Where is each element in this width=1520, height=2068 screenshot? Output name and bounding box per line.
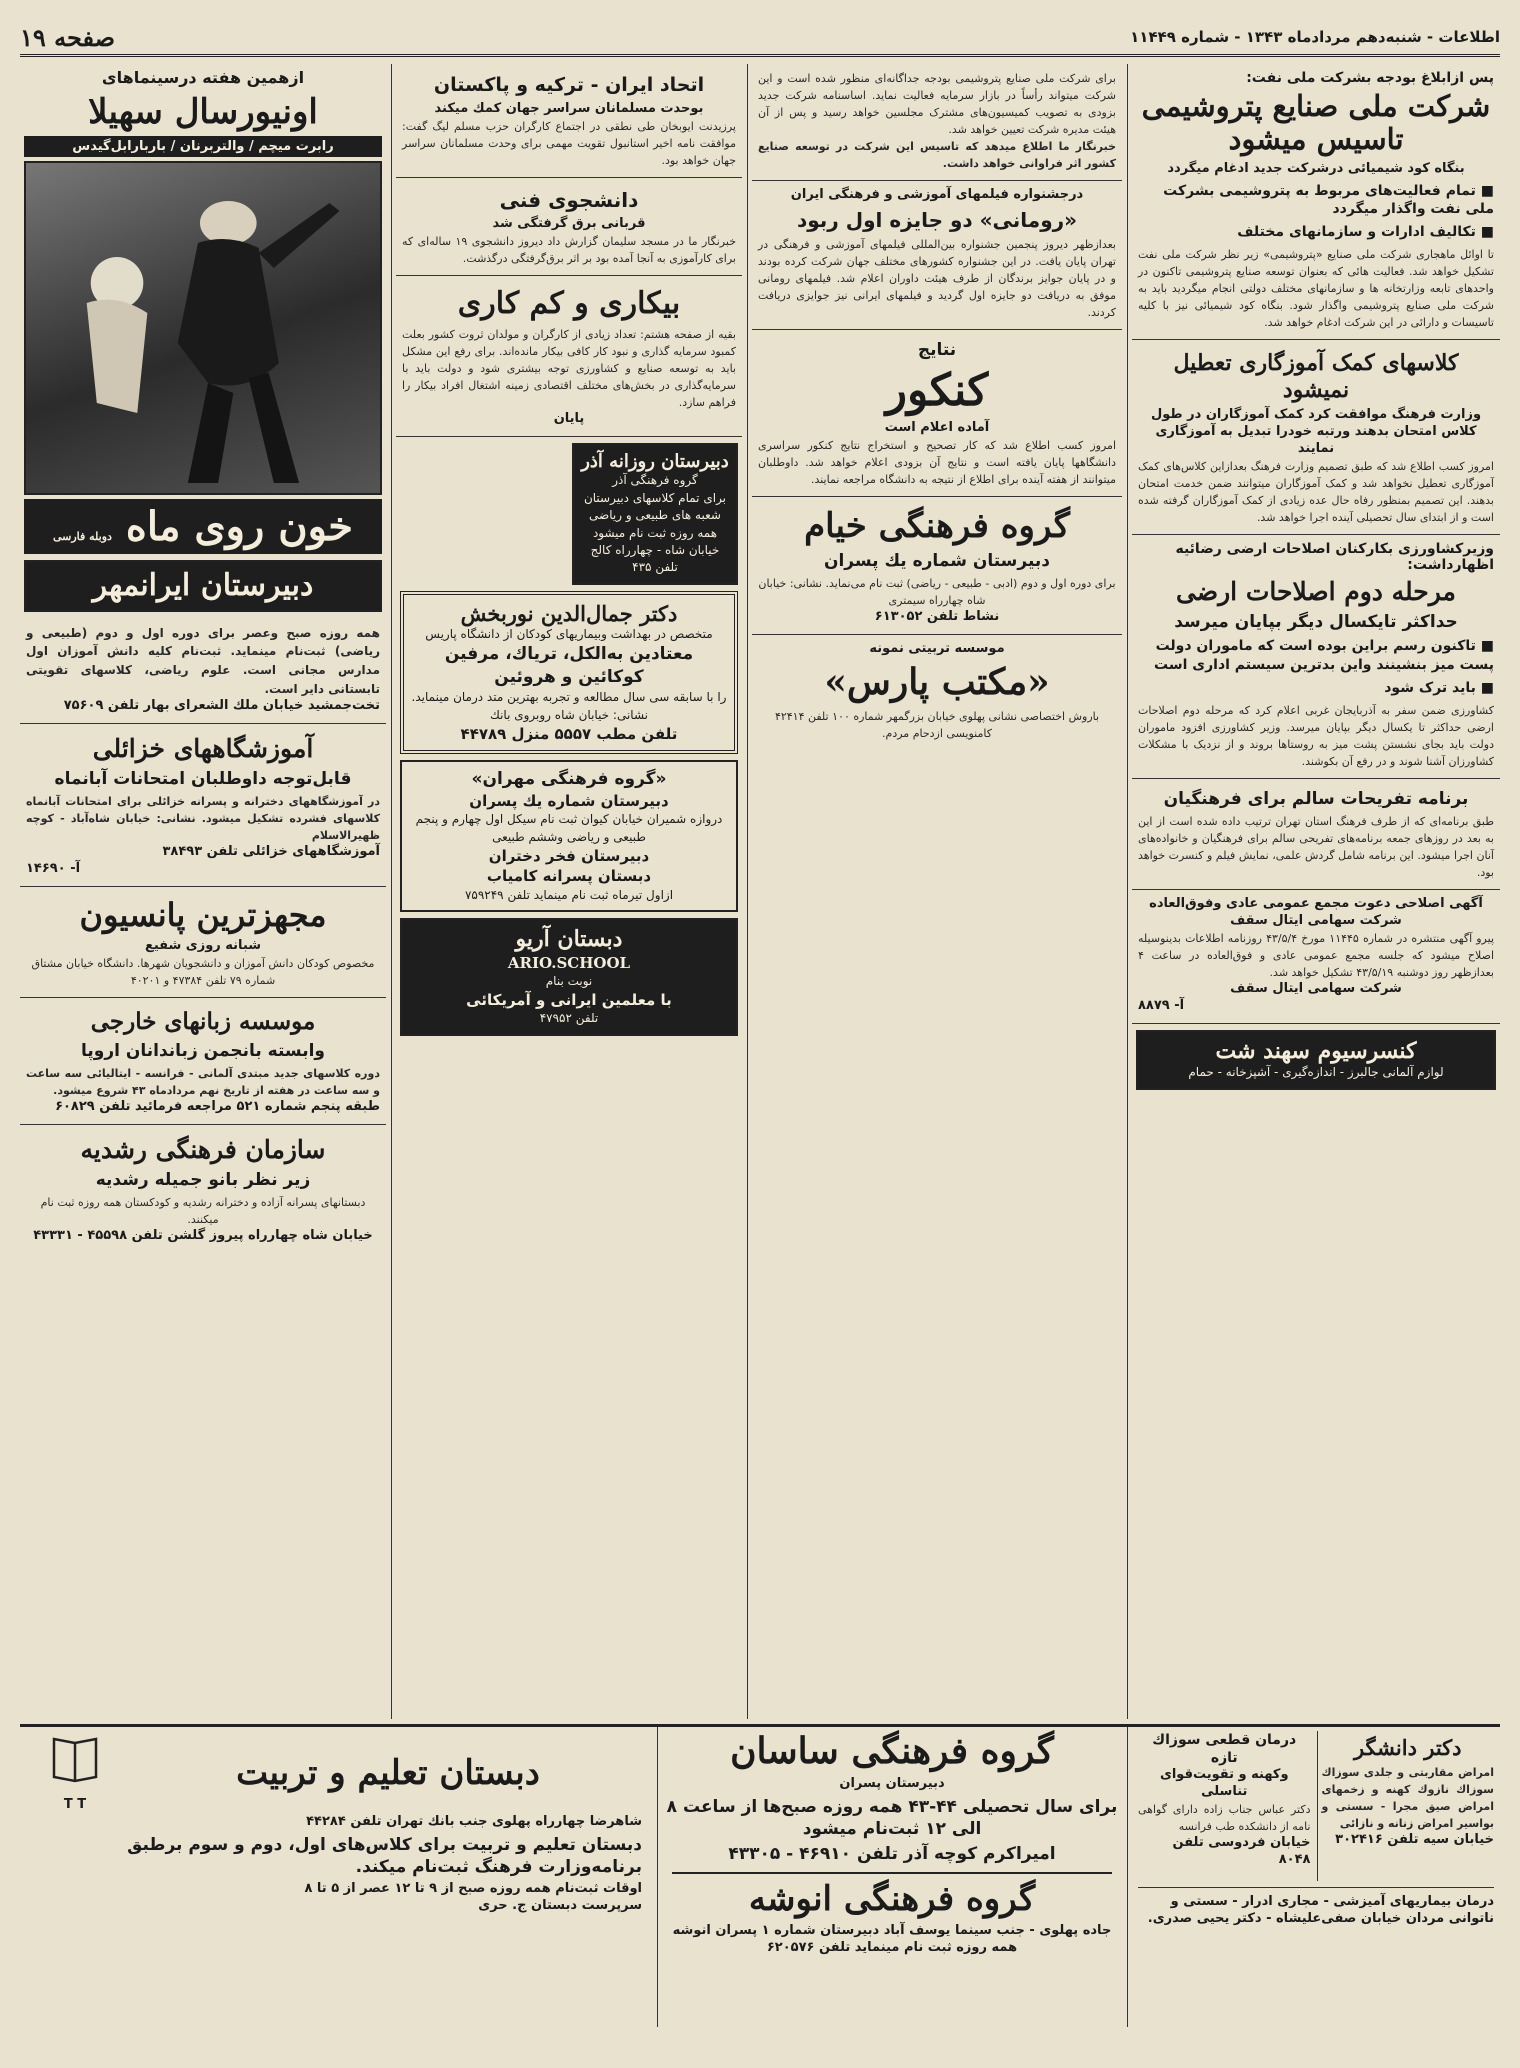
article-headline: «رومانی» دو جایزه اول ربود <box>796 208 1078 233</box>
ad-body: دبستانهای پسرانه آزاده و دخترانه رشدیه و کودکستان همه روزه ثبت نام میکنند. <box>40 1195 366 1226</box>
ad-title-latin: ARIO.SCHOOL <box>507 953 631 972</box>
article-assistant-teachers <box>1132 340 1500 535</box>
masthead <box>20 20 1500 57</box>
ad-body: همه روزه صبح وعصر برای دوره اول و دوم (طبیعی و ریاضی) ثبت‌نام مینماید. ثبت‌نام کلیه دانش آموزان اول مدارس مجانی است. علوم ریاضی، کلاسهای تقویتی تابستانی دایر است. <box>26 625 380 696</box>
ad-subtitle: دبستان پسرانه کامیاب <box>486 867 652 886</box>
ad-title: دبستان تعلیم و تربیت <box>236 1753 540 1794</box>
notice-body: پیرو آگهی منتشره در شماره ۱۱۴۴۵ مورخ ۴۳/۵/۴ روزنامه اطلاعات بدینوسیله اصلاح میشود که جلسه مجمع عمومی عادی و فوق‌العاده در ساعت ۴ بعدازظهر روز دوشنبه ۴۳/۵/۱۹ تشکیل خواهد شد. <box>1138 932 1495 980</box>
ad-body: را با سابقه سی سال مطالعه و تجربه بهترین متد درمان مینماید. نشانی: خیابان شاه روبروی بانك <box>411 690 727 722</box>
ad-title: دبیرستان روزانه آذر <box>581 450 729 472</box>
article-subhead: آماده اعلام است <box>884 420 990 436</box>
article-subhead: بنگاه کود شیمیائی درشرکت جدید ادغام میگردد <box>1167 160 1465 176</box>
ad-title: گروه فرهنگی خیام <box>804 506 1070 547</box>
article-headline: بیکاری و کم کاری <box>457 285 681 321</box>
ad-mehran <box>400 760 738 912</box>
ad-body: دروازه شمیران خیابان کیوان ثبت نام سیکل اول چهارم و پنجم طبیعی و ریاضی وششم طبیعی <box>415 812 723 844</box>
article-konkur <box>752 330 1122 497</box>
ad-body: برای سال تحصیلی ۴۴-۴۳ همه روزه صبح‌ها از ساعت ۸ الی ۱۲ ثبت‌نام میشود <box>666 1797 1118 1840</box>
ad-title: سازمان فرهنگی رشدیه <box>80 1134 326 1164</box>
article-petrochemical <box>1132 64 1500 340</box>
dubbed-note: دوبله فارسی <box>52 529 112 543</box>
ad-kicker: موسسه تربیتی نمونه <box>869 641 1005 657</box>
ad-head: سرپرست دبستان ج. حری <box>478 1897 642 1913</box>
article-headline: کلاسهای کمک آموزگاری تعطیل نمیشود <box>1173 350 1459 403</box>
ad-title: موسسه زبانهای خارجی <box>90 1007 316 1035</box>
article-petrochemical-continued <box>752 64 1122 181</box>
column-news-left <box>396 64 742 1719</box>
ad-sahand-consortium <box>1136 1030 1496 1090</box>
article-body: امروز کسب اطلاع شد که کار تصحیح و استخراج نتایج کنکور سراسری دانشگاهها پایان یافته است و نتایج آن بزودی اعلام خواهد شد. داوطلبان میتوانند از هفته آینده برای اطلاع از نتیجه به دانشگاه مراجعه نمایند. <box>758 438 1116 487</box>
article-body: خبرنگار ما در مسجد سلیمان گزارش داد دیروز دانشجوی ۱۹ ساله‌ای که برای کارآموزی به آنجا آمده بود بر اثر برق‌گرفتگی درگذشت. <box>402 234 736 265</box>
article-rcd-union <box>396 64 742 178</box>
ad-phone: خیابان فردوسی تلفن ۸۰۴۸ <box>1172 1835 1311 1868</box>
article-headline: مرحله دوم اصلاحات ارضی <box>1176 577 1456 607</box>
page-number: صفحه ۱۹ <box>20 22 116 52</box>
article-headline: اتحاد ایران - ترکیه و پاکستان <box>433 74 705 96</box>
article-body: کشاورزی ضمن سفر به آذربایجان غربی اعلام کرد که مرحله دوم اصلاحات ارضی حداکثر تا یکسال دیگر بپایان میرسد. وزیر کشاورزی افزود ماموران دولت باید بجای نشستن پشت میز به روستاها بروند و از نزدیک با مشکلات کشاورزان آشنا شوند و در رفع آن بکوشند. <box>1138 703 1494 769</box>
ad-footer: درمان بیماریهای آمیزشی - مجاری ادرار - سستی و ناتوانی مردان خیابان صفی‌علیشاه - دکتر یحیی صدری. <box>1138 1887 1494 1928</box>
ad-title: آموزشگاههای خزائلی <box>92 734 314 764</box>
ad-pension <box>20 887 386 998</box>
ad-treatment <box>1138 1731 1311 1881</box>
article-headline: برنامه تفریحات سالم برای فرهنگیان <box>1163 789 1469 810</box>
ad-khazaeli <box>20 724 386 887</box>
ad-roshdieh <box>20 1125 386 1253</box>
notice-signature: شرکت سهامی ایتال سقف <box>1230 981 1402 997</box>
ad-phone: شاهرضا چهارراه پهلوی جنب بانك تهران تلفن ۴۴۲۸۴ <box>306 1813 642 1829</box>
article-body: طبق برنامه‌ای که از طرف فرهنگ استان تهران ترتیب داده شده است از این به بعد در روزهای جمعه برنامه‌های تفریحی سالم برای فرهنگیان و خانواده‌های آنان اجرا میشود. این برنامه شامل گردش علمی، نمایش فیلم و کنسرت خواهد بود. <box>1138 815 1494 880</box>
article-land-reform <box>1132 535 1500 779</box>
ad-title: دکتر دانشگر <box>1353 1735 1462 1760</box>
article-body: برای شرکت ملی صنایع پتروشیمی بودجه جداگانه‌ای منظور شده است و این شرکت میتواند رأساً در بازار سرمایه فعالیت نماید. اساسنامه شرکت جدید بزودی به تصویب کمیسیون‌های مشترک مجلسین خواهد رسید و پس از آن هیئت مدیره شرکت تعیین خواهد شد. <box>758 72 1116 137</box>
ad-doctor-nourbakhsh <box>400 591 738 754</box>
column-ads <box>20 64 386 1719</box>
ad-title: کنسرسیوم سهند شت <box>1215 1038 1417 1065</box>
ad-phone: تلفن مطب ۵۵۵۷ منزل ۴۴۷۸۹ <box>460 725 678 743</box>
ad-title: «گروه فرهنگی مهران» <box>471 769 667 790</box>
article-unemployment <box>396 276 742 437</box>
column-divider <box>391 64 392 1719</box>
ad-subtitle: قابل‌توجه داوطلبان امتحانات آبانماه <box>54 769 352 790</box>
cowboy-illustration <box>26 163 380 493</box>
ad-khayyam <box>752 497 1122 635</box>
article-recreation <box>1132 779 1500 890</box>
ad-phone: امیراکرم کوچه آذر تلفن ۴۶۹۱۰ - ۴۳۳۰۵ <box>728 1844 1056 1865</box>
column-divider <box>747 64 748 1719</box>
ad-body: با معلمین ایرانی و آمریکائی <box>466 991 672 1010</box>
article-note: خبرنگار ما اطلاع میدهد که تاسیس این شرکت در توسعه صنایع کشور اثر فراوانی خواهد داشت. <box>758 140 1116 171</box>
ad-body: برای تمام کلاسهای دبیرستان شعبه های طبیعی و ریاضی همه روزه ثبت نام میشود <box>583 490 727 540</box>
movie-poster <box>24 161 382 495</box>
movie-actors: رابرت میچم / والتربرنان / باربارابل‌گیدس <box>24 136 382 157</box>
ad-subtitle: دبیرستان فخر دختران <box>488 847 650 866</box>
notice-code: آ- ۸۸۷۹ <box>1138 998 1185 1014</box>
ad-language-institute <box>20 998 386 1125</box>
book-emblem <box>30 1733 120 1814</box>
ad-iranmehr-title: دبیرستان ایرانمهر <box>24 560 382 612</box>
article-body: پرزیدنت ایوبخان طی نطقی در اجتماع کارگران حزب مسلم لیگ گفت: موافقت نامه اخیر استانبول تقویت مهمی برای وحدت مسلمانان سراسر جهان خواهد بود. <box>402 119 736 167</box>
article-headline: کنکور <box>885 364 989 416</box>
ad-body: امراض مقاربتی و جلدی سوزاك سوزاك نازوك کهنه و زخمهای امراض صیق مجرا - سستی و بواسیر امراض زنانه و نازائی <box>1321 1766 1494 1831</box>
ad-body: در آموزشگاههای دخترانه و پسرانه خزائلی برای امتحانات آبانماه کلاسهای فشرده تشکیل میشود. نشانی: خیابان شاه‌آباد - کوچه ظهیرالاسلام <box>26 795 380 843</box>
ad-subtitle: وکهنه و تقویت‌قوای تناسلی <box>1159 1767 1289 1800</box>
paper-info: اطلاعات - شنبه‌دهم مردادماه ۱۳۴۳ - شماره ۱۱۴۴۹ <box>1130 28 1500 46</box>
ad-subtitle: زیر نظر بانو جمیله رشدیه <box>95 1169 311 1190</box>
article-body: تا اوائل ماهجاری شرکت ملی صنایع «پتروشیمی» زیر نظر شرکت ملی نفت تشکیل خواهد شد. فعالیت هائی که بعنوان توسعه صنایع پتروشیمی تاکنون در واحدهای تابعه وزارتخانه ها و سازمانهای مختلف دولتی انجام میگردید باید به شرکت ملی صنایع پتروشیمی واگذار شود. بنگاه کود شیمیائی نیز با کلیه تاسیسات و دارائی در این شرکت ادغام خواهد شد. <box>1138 248 1494 330</box>
bullet-item: ■ تمام فعالیت‌های مربوط به پتروشیمی بشرکت ملی نفت واگذار میگردد <box>1163 182 1494 218</box>
ad-highlight: معتادین به‌الکل، تریاك، مرفین کوکائین و هروئین <box>444 644 694 688</box>
ad-phone: طبقه پنجم شماره ۵۲۱ مراجعه فرمائید تلفن ۶۰۸۲۹ <box>55 1098 380 1114</box>
ad-phone: ازاول تیرماه ثبت نام مینماید تلفن ۷۵۹۲۴۹ <box>464 887 674 902</box>
ad-title: گروه فرهنگی ساسان <box>730 1730 1054 1772</box>
ad-azar-school <box>572 443 738 585</box>
ad-title: «مکتب پارس» <box>824 661 1050 704</box>
ad-subtitle: شبانه روزی شفیع <box>144 937 262 953</box>
ad-subtitle: متخصص در بهداشت وبیماریهای کودکان از دانشگاه پاریس <box>425 626 713 641</box>
article-subhead: وزارت فرهنگ موافقت کرد کمک آموزگاران در طول کلاس امتحان بدهند ورتبه خودرا تبدیل به آموزگاری نمایند <box>1150 407 1482 457</box>
ad-subtitle: دبیرستان شماره یك پسران <box>469 792 669 811</box>
ad-body: جاده پهلوی - جنب سینما یوسف آباد دبیرستان شماره ۱ پسران انوشه <box>672 1922 1112 1938</box>
column-divider <box>657 1727 658 2027</box>
ad-body: دبستان تعلیم و تربیت برای کلاس‌های اول، دوم و سوم برطبق برنامه‌وزارت فرهنگ ثبت‌نام میکند. <box>127 1834 642 1877</box>
book-icon <box>48 1733 102 1787</box>
cinema-names: اونیورسال سهیلا <box>88 91 318 132</box>
ad-subtitle: وابسته بانجمن زباندانان اروپا <box>81 1040 325 1061</box>
book-label: T T <box>63 1797 87 1812</box>
ad-phone: خیابان سیه تلفن ۳۰۲۴۱۶ <box>1335 1832 1494 1848</box>
article-student <box>396 178 742 276</box>
ad-maktab-pars <box>752 635 1122 749</box>
column-divider <box>1127 1727 1128 2027</box>
ad-body: باروش اختصاصی نشانی پهلوی خیابان بزرگمهر شماره ۱۰۰ تلفن ۴۲۴۱۴ کامنویسی ازدحام مردم. <box>774 709 1100 740</box>
ad-subtitle: گروه فرهنگی آذر <box>612 473 698 488</box>
ad-title: دکتر جمال‌الدین نوربخش <box>460 600 678 626</box>
article-kicker: پس ازابلاغ بودجه بشرکت ملی نفت: <box>1246 70 1494 86</box>
article-body: بقیه از صفحه هشتم: تعداد زیادی از کارگران و مولدان ثروت کشور بعلت کمبود سرمایه گذاری و نبود کار کافی بیکار مانده‌اند. برای رفع این مشکل باید به توسعه صنایع و کشاورزی توجه بیشتری شود و دولت باید با سرمایه‌گذاری در بخش‌های مختلف اقتصادی زمینه اشتغال افراد بیکار را فراهم سازد. <box>402 327 736 409</box>
article-body: امروز کسب اطلاع شد که طبق تصمیم وزارت فرهنگ بعدازاین کلاس‌های کمک آموزگاری تعطیل نخواهد شد و کمک آموزگاران میتوانند ضمن خدمت امتحان بدهند. این تصمیم بمنظور رفاه حال عده زیادی از کمک آموزگاران گرفته شده است و از ابتدای سال تحصیلی آینده اجرا خواهد شد. <box>1138 459 1494 525</box>
ad-title: گروه فرهنگی انوشه <box>748 1878 1036 1919</box>
notice-title: آگهی اصلاحی دعوت مجمع عمومی عادی وفوق‌العاده شرکت سهامی ایتال سقف <box>1149 896 1483 929</box>
ad-body: دوره کلاسهای جدید مبتدی آلمانی - فرانسه - ایتالیائی سه ساعت و سه ساعت در هفته از تاریخ نهم مردادماه ۴۳ شروع میشود. <box>26 1066 380 1097</box>
ad-phone: خیابان شاه چهارراه پیروز گلشن تلفن ۴۵۵۹۸ - ۴۳۳۳۱ <box>33 1227 373 1243</box>
ad-phone: تلفن ۴۷۹۵۲ <box>539 1011 599 1026</box>
ad-body: برای دوره اول و دوم (ادبی - طبیعی - ریاضی) ثبت نام می‌نماید. نشانی: خیابان شاه چهارراه سیمتری <box>758 577 1116 608</box>
bullet-item: ■ تاکنون رسم براین بوده است که ماموران دولت پست میز بنشینند واین بدترین سیستم اداری است <box>1154 638 1494 674</box>
article-film-festival <box>752 181 1122 330</box>
article-subhead: بوحدت مسلمانان سراسر جهان کمك میکند <box>434 100 704 116</box>
ad-title: مجهزترین پانسیون <box>79 896 327 935</box>
ad-body: مخصوص کودکان دانش آموزان و دانشجویان شهرها. دانشگاه خیابان مشتاق شماره ۷۹ تلفن ۴۷۳۸۴ و ۴۰۲۰۱ <box>31 956 375 987</box>
ad-body: دکتر عباس جناب زاده دارای گواهی نامه از دانشکده طب فرانسه <box>1138 1803 1311 1834</box>
article-end: پایان <box>553 410 585 426</box>
ad-code: آ- ۱۴۶۹۰ <box>26 861 81 877</box>
ad-ario-school <box>400 918 738 1036</box>
newspaper-page <box>20 20 1500 2028</box>
article-subhead: حداکثر تایکسال دیگر بپایان میرسد <box>1174 612 1458 633</box>
article-headline: شرکت ملی صنایع پتروشیمی تاسیس میشود <box>1141 89 1491 157</box>
ad-hours: اوقات ثبت‌نام همه روزه صبح از ۹ تا ۱۲ عصر از ۵ تا ۸ <box>304 1880 642 1896</box>
article-subhead: قربانی برق گرفتگی شد <box>492 215 646 231</box>
ad-taalim-tarbiat <box>20 1727 652 2027</box>
column-news-right <box>1132 64 1500 1719</box>
cinema-ad-head: ازهمین هفته درسینماهای <box>101 68 305 87</box>
article-kicker: درجشنواره فیلمهای آموزشی و فرهنگی ایران <box>790 187 1084 203</box>
ad-phone: آموزشگاههای خزائلی تلفن ۳۸۴۹۳ <box>162 844 380 860</box>
movie-title: خون روی ماه دوبله فارسی <box>24 499 382 554</box>
ad-subtitle: دبیرستان پسران <box>839 1776 945 1792</box>
ad-phone: همه روزه ثبت نام مینماید تلفن ۶۲۰۵۷۶ <box>766 1939 1018 1955</box>
article-kicker: نتایج <box>917 340 957 361</box>
article-body: بعدازظهر دیروز پنجمین جشنواره بین‌المللی فیلمهای آموزشی و فرهنگی در تهران پایان یافت. در این جشنواره کشورهای مختلف جهان شرکت کرده بودند و در پایان جوایز برندگان از طرف هیئت داوران اعلام شد. فیلمهای رومانی موفق به دریافت دو جایزه اول گردید و فیلمهای ایرانی نیز جوایزی دریافت کردند. <box>758 238 1116 320</box>
ad-title: درمان قطعی سوزاك تازه <box>1152 1732 1297 1767</box>
bottom-ads <box>20 1724 1500 2027</box>
ad-subtitle: لوازم آلمانی جالبرز - اندازه‌گیری - آشپزخانه - حمام <box>1188 1065 1444 1080</box>
ad-phone: نشاط تلفن ۶۱۳۰۵۲ <box>874 609 1000 625</box>
ad-phone: خیابان شاه - چهارراه کالج تلفن ۴۳۵ <box>590 542 720 575</box>
column-news-middle <box>752 64 1122 1719</box>
article-kicker: وزیرکشاورزی بکارکنان اصلاحات ارضی رضائیه اظهارداشت: <box>1175 541 1494 574</box>
column-divider <box>1127 64 1128 1719</box>
notice-ital-saghf <box>1132 890 1500 1024</box>
ad-iranmehr-body <box>20 618 386 724</box>
ad-subtitle: نوبت بنام <box>545 973 593 988</box>
bullet-item: ■ تکالیف ادارات و سازمانهای مختلف <box>1237 224 1494 241</box>
ad-subtitle: دبیرستان شماره یك پسران <box>823 551 1051 572</box>
article-headline: دانشجوی فنی <box>499 187 639 212</box>
ad-title: دبستان آریو <box>515 926 623 953</box>
bullet-item: ■ باید ترک شود <box>1384 680 1494 696</box>
ad-dr-daneshgar <box>1317 1731 1495 1881</box>
ad-doctors <box>1132 1727 1500 2027</box>
ad-phone: تخت‌جمشید خیابان ملك الشعرای بهار تلفن ۷۵۶۰۹ <box>63 698 380 714</box>
ad-sasan-anoushe <box>662 1727 1122 2027</box>
